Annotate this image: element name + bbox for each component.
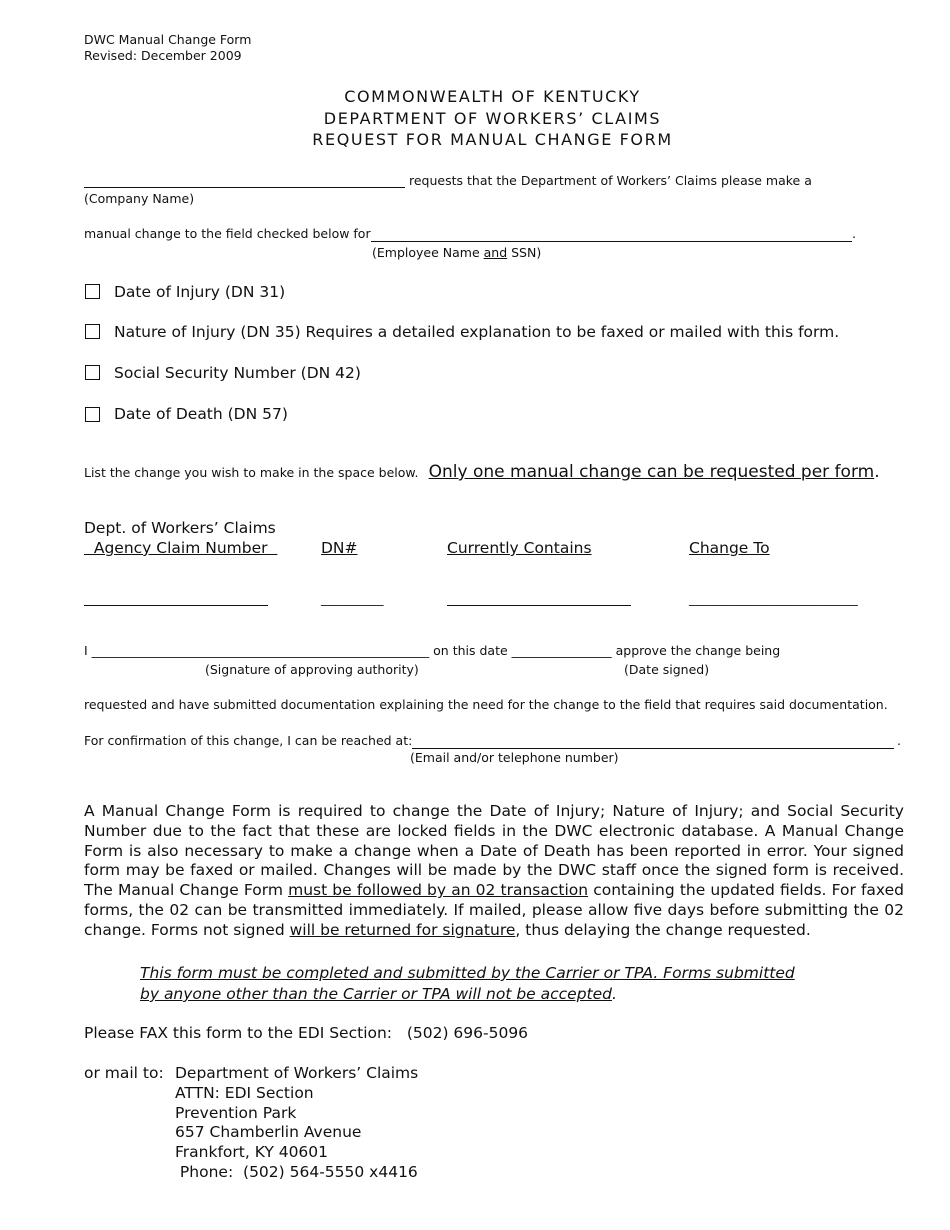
carrier-note: This form must be completed and submitted by the Carrier or TPA. Forms submitted by anyone other than the Carrier or TPA will not be accepted. <box>140 964 795 1003</box>
social-security-number-label: Social Security Number (DN 42) <box>114 364 361 382</box>
contact-field[interactable] <box>412 748 894 749</box>
approval-line: I ______________________________________________________ on this date ________________ approve the change being <box>84 643 781 658</box>
revision-date: Revised: December 2009 <box>84 48 242 63</box>
title-form: REQUEST FOR MANUAL CHANGE FORM <box>312 130 673 149</box>
nature-of-injury-label: Nature of Injury (DN 35) Requires a detailed explanation to be faxed or mailed with this form. <box>114 323 840 341</box>
address-line: Prevention Park <box>175 1103 297 1122</box>
claim-number-header-line2: Agency Claim Number <box>84 539 278 557</box>
confirmation-period: . <box>897 733 901 748</box>
form-name: DWC Manual Change Form <box>84 32 252 47</box>
date-signed-field[interactable]: ________________ <box>511 643 612 658</box>
explanation-paragraph: A Manual Change Form is required to change the Date of Injury; Nature of Injury; and Social Security Number due to the fact that these are locked fields in the DWC electronic database. A Manual Change Form is also necessary to make a change when a Date of Death has been reported in error. Your signed form may be faxed or mailed. Changes will be made by the DWC staff once the signed form is received. The Manual Change Form must be followed by an 02 transaction containing the updated fields. For faxed forms, the 02 can be transmitted immediately. If mailed, please allow five days before submitting the 02 change. Forms not signed will be returned for signature, thus delaying the change requested. <box>84 802 904 939</box>
checkbox-date-of-death[interactable] <box>85 407 100 422</box>
requests-text: requests that the Department of Workers’ Claims please make a <box>409 173 812 188</box>
phone-line: Phone: (502) 564-5550 x4416 <box>175 1162 418 1181</box>
fax-instruction: Please FAX this form to the EDI Section: (502) 696-5096 <box>84 1024 529 1042</box>
contact-label: (Email and/or telephone number) <box>410 750 619 765</box>
address-line: ATTN: EDI Section <box>175 1083 314 1102</box>
approval-continuation: requested and have submitted documentation explaining the need for the change to the field that requires said documentation. <box>84 697 888 712</box>
company-name-field[interactable] <box>84 187 405 188</box>
checkbox-nature-of-injury[interactable] <box>85 324 100 339</box>
employee-line-period: . <box>852 226 856 241</box>
address-line: Department of Workers’ Claims <box>175 1064 419 1082</box>
mailing-address <box>175 1064 418 1183</box>
checkbox-date-of-injury[interactable] <box>85 284 100 299</box>
date-signed-label: (Date signed) <box>624 662 710 677</box>
manual-change-text: manual change to the field checked below for <box>84 226 371 241</box>
title-department: DEPARTMENT OF WORKERS’ CLAIMS <box>323 109 662 128</box>
currently-contains-header: Currently Contains <box>447 539 592 557</box>
address-line: Frankfort, KY 40601 <box>175 1143 329 1162</box>
title-commonwealth: COMMONWEALTH OF KENTUCKY <box>344 87 641 106</box>
signature-field[interactable]: ______________________________________________________ <box>91 643 430 658</box>
currently-contains-field[interactable] <box>447 605 631 606</box>
claim-number-header-line1: Dept. of Workers’ Claims <box>84 519 276 537</box>
dn-field[interactable]: __________ <box>321 591 384 606</box>
employee-name-ssn-field[interactable] <box>371 241 852 242</box>
mail-label: or mail to: <box>84 1064 164 1082</box>
address-line: 657 Chamberlin Avenue <box>175 1123 362 1142</box>
confirmation-text: For confirmation of this change, I can be reached at: <box>84 733 413 748</box>
change-to-header: Change To <box>689 539 770 557</box>
change-to-field[interactable]: ___________________________ <box>689 591 858 606</box>
signature-label: (Signature of approving authority) <box>205 662 419 677</box>
claim-number-field[interactable] <box>84 605 268 606</box>
date-of-death-label: Date of Death (DN 57) <box>114 405 288 423</box>
checkbox-social-security-number[interactable] <box>85 365 100 380</box>
change-instructions: List the change you wish to make in the space below. Only one manual change can be requested per form. <box>84 462 880 482</box>
employee-name-label: (Employee Name and SSN) <box>372 245 542 260</box>
company-name-label: (Company Name) <box>84 191 195 206</box>
date-of-injury-label: Date of Injury (DN 31) <box>114 283 286 301</box>
dn-header: DN# <box>321 539 358 557</box>
